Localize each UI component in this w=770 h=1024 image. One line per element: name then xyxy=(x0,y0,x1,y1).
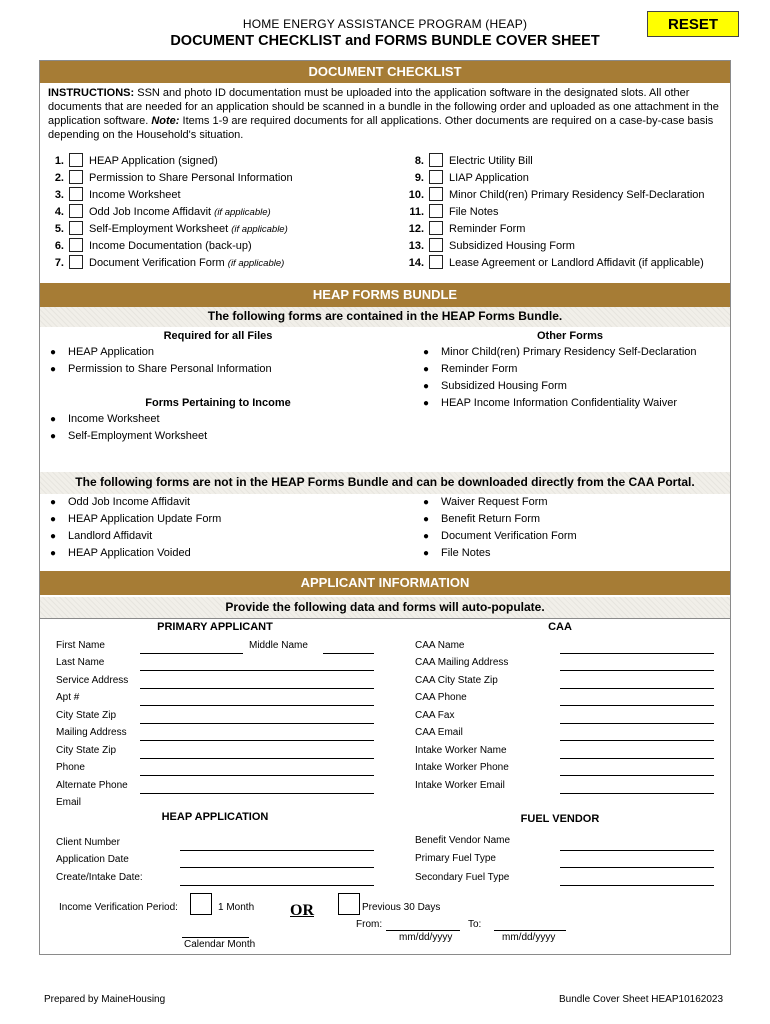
note-label: Note: xyxy=(151,115,180,127)
email-label: Email xyxy=(56,797,82,808)
caa-fax-field[interactable] xyxy=(560,723,714,724)
list-item: ● Income Worksheet xyxy=(50,413,160,425)
item-label: HEAP Application (signed) xyxy=(89,155,218,167)
client-number-field[interactable] xyxy=(180,850,374,851)
mailing-address-label: Mailing Address xyxy=(56,727,127,738)
mailing-city-state-zip-field[interactable] xyxy=(140,758,374,759)
last-name-label: Last Name xyxy=(56,657,105,668)
caa-mailing-address-field[interactable] xyxy=(560,670,714,671)
list-item: ● HEAP Application Update Form xyxy=(50,513,222,525)
from-date-format: mm/dd/yyyy xyxy=(399,932,453,943)
checklist-left-column xyxy=(38,153,358,272)
item-number: 3. xyxy=(54,189,64,201)
list-item-label: HEAP Application xyxy=(68,346,155,358)
to-date-format: mm/dd/yyyy xyxy=(502,932,556,943)
intake-worker-email-label: Intake Worker Email xyxy=(415,780,505,791)
income-forms-list xyxy=(50,413,390,447)
previous-30-days-checkbox[interactable] xyxy=(338,893,360,915)
caa-phone-field[interactable] xyxy=(560,705,714,706)
item-label: Electric Utility Bill xyxy=(449,155,533,167)
checklist-item xyxy=(38,221,358,238)
caa-city-state-zip-label: CAA City State Zip xyxy=(415,675,498,686)
caa-email-label: CAA Email xyxy=(415,727,463,738)
checkbox[interactable] xyxy=(69,170,83,184)
to-label: To: xyxy=(468,919,482,930)
applicant-info-band: APPLICANT INFORMATION xyxy=(40,571,730,595)
last-name-field[interactable] xyxy=(140,670,374,671)
apt-label: Apt # xyxy=(56,692,80,703)
caa-city-state-zip-field[interactable] xyxy=(560,688,714,689)
caa-email-field[interactable] xyxy=(560,740,714,741)
instructions-text: SSN and photo ID documentation must be uploaded into the application software in the designated slots. All other documents that are needed for an application should be scanned in a bundle in the following order and uploaded as one attachment in the application software. xyxy=(48,87,719,127)
checklist-item xyxy=(398,153,728,170)
program-title: HOME ENERGY ASSISTANCE PROGRAM (HEAP) xyxy=(242,17,528,31)
list-item: ● Landlord Affidavit xyxy=(50,530,153,542)
item-number: 1. xyxy=(54,155,64,167)
checklist-item xyxy=(38,204,358,221)
list-item-label: Document Verification Form xyxy=(441,530,577,542)
caa-mailing-address-label: CAA Mailing Address xyxy=(415,657,509,668)
page-title: DOCUMENT CHECKLIST and FORMS BUNDLE COVER SHEET xyxy=(170,33,600,49)
list-item: ● Reminder Form xyxy=(423,363,518,375)
list-item: ● Minor Child(ren) Primary Residency Self-Declaration xyxy=(423,346,697,358)
middle-name-field[interactable] xyxy=(323,653,374,654)
forms-bundle-band: HEAP FORMS BUNDLE xyxy=(40,283,730,307)
item-number: 13. xyxy=(408,240,424,252)
caa-fax-label: CAA Fax xyxy=(415,710,455,721)
checkbox[interactable] xyxy=(429,255,443,269)
heap-application-heading: HEAP APPLICATION xyxy=(161,811,269,823)
checklist-item xyxy=(38,170,358,187)
item-number: 2. xyxy=(54,172,64,184)
caa-name-field[interactable] xyxy=(560,653,714,654)
list-item-label: Permission to Share Personal Information xyxy=(68,363,272,375)
list-item: ● HEAP Income Information Confidentiality Waiver xyxy=(423,397,677,409)
checkbox[interactable] xyxy=(69,204,83,218)
item-label: Permission to Share Personal Information xyxy=(89,172,293,184)
phone-label: Phone xyxy=(56,762,85,773)
first-name-label: First Name xyxy=(56,640,105,651)
checkbox[interactable] xyxy=(429,170,443,184)
required-heading: Required for all Files xyxy=(163,330,273,342)
not-in-bundle-title: The following forms are not in the HEAP Forms Bundle and can be downloaded directly from the CAA Portal. xyxy=(40,472,730,494)
list-item-label: HEAP Income Information Confidentiality Waiver xyxy=(441,397,677,409)
list-item-label: File Notes xyxy=(441,547,491,559)
service-address-field[interactable] xyxy=(140,688,374,689)
calendar-month-field[interactable] xyxy=(182,937,249,938)
item-number: 5. xyxy=(54,223,64,235)
one-month-label: 1 Month xyxy=(218,902,255,913)
phone-field[interactable] xyxy=(140,775,374,776)
middle-name-label: Middle Name xyxy=(249,640,308,651)
intake-worker-email-field[interactable] xyxy=(560,793,714,794)
application-date-label: Application Date xyxy=(56,854,129,865)
reset-button[interactable]: RESET xyxy=(647,11,739,37)
income-period-label: Income Verification Period: xyxy=(59,902,178,913)
list-item-label: Odd Job Income Affidavit xyxy=(68,496,191,508)
checklist-item xyxy=(398,187,728,204)
primary-fuel-type-label: Primary Fuel Type xyxy=(415,853,496,864)
list-item: ● HEAP Application Voided xyxy=(50,547,191,559)
not-in-bundle-right xyxy=(423,496,728,564)
checkbox[interactable] xyxy=(429,187,443,201)
mailing-city-state-zip-label: City State Zip xyxy=(56,745,117,756)
list-item-label: Waiver Request Form xyxy=(441,496,548,508)
list-item: ● Self-Employment Worksheet xyxy=(50,430,208,442)
first-name-field[interactable] xyxy=(140,653,243,654)
intake-worker-phone-field[interactable] xyxy=(560,775,714,776)
intake-worker-phone-label: Intake Worker Phone xyxy=(415,762,509,773)
item-number: 9. xyxy=(414,172,424,184)
checkbox[interactable] xyxy=(69,221,83,235)
create-intake-date-field[interactable] xyxy=(180,885,374,886)
applicant-subtitle: Provide the following data and forms will auto-populate. xyxy=(40,597,730,618)
city-state-zip-field[interactable] xyxy=(140,723,374,724)
checkbox[interactable] xyxy=(69,255,83,269)
caa-heading: CAA xyxy=(548,621,572,633)
item-number: 12. xyxy=(408,223,424,235)
checklist-item xyxy=(38,187,358,204)
item-label: Lease Agreement or Landlord Affidavit (if applicable) xyxy=(449,257,704,269)
list-item-label: HEAP Application Voided xyxy=(68,547,191,559)
alternate-phone-field[interactable] xyxy=(140,793,374,794)
item-number: 8. xyxy=(414,155,424,167)
secondary-fuel-type-label: Secondary Fuel Type xyxy=(415,872,510,883)
caa-phone-label: CAA Phone xyxy=(415,692,467,703)
item-number: 11. xyxy=(409,206,424,218)
item-label: Odd Job Income Affidavit xyxy=(89,206,215,218)
create-intake-date-label: Create/Intake Date: xyxy=(56,872,143,883)
checklist-item xyxy=(398,238,728,255)
item-label: Subsidized Housing Form xyxy=(449,240,575,252)
from-label: From: xyxy=(356,919,383,930)
list-item-label: HEAP Application Update Form xyxy=(68,513,222,525)
benefit-vendor-name-label: Benefit Vendor Name xyxy=(415,835,511,846)
checkbox[interactable] xyxy=(429,221,443,235)
list-item-label: Income Worksheet xyxy=(68,413,160,425)
primary-applicant-heading: PRIMARY APPLICANT xyxy=(157,621,273,633)
checkbox[interactable] xyxy=(69,238,83,252)
checklist-item xyxy=(398,204,728,221)
item-label: Self-Employment Worksheet xyxy=(89,223,232,235)
item-label: Document Verification Form xyxy=(89,257,228,269)
footer-prepared-by: Prepared by MaineHousing xyxy=(44,994,166,1005)
fuel-vendor-heading: FUEL VENDOR xyxy=(520,813,600,825)
checklist-item xyxy=(398,221,728,238)
item-number: 14. xyxy=(408,257,424,269)
list-item: ● Permission to Share Personal Information xyxy=(50,363,272,375)
list-item: ● Subsidized Housing Form xyxy=(423,380,567,392)
intake-worker-name-field[interactable] xyxy=(560,758,714,759)
list-item-label: Reminder Form xyxy=(441,363,518,375)
not-in-bundle-left xyxy=(50,496,390,564)
benefit-vendor-name-field[interactable] xyxy=(560,850,714,851)
checklist-right-column xyxy=(398,153,728,272)
checklist-item xyxy=(38,238,358,255)
bundle-subtitle: The following forms are contained in the HEAP Forms Bundle. xyxy=(40,307,730,327)
alternate-phone-label: Alternate Phone xyxy=(56,780,128,791)
checkbox[interactable] xyxy=(429,153,443,167)
checklist-item xyxy=(38,153,358,170)
one-month-checkbox[interactable] xyxy=(190,893,212,915)
item-number: 6. xyxy=(54,240,64,252)
application-date-field[interactable] xyxy=(180,867,374,868)
item-number: 10. xyxy=(408,189,424,201)
primary-fuel-type-field[interactable] xyxy=(560,867,714,868)
other-forms-list xyxy=(423,346,728,414)
item-label: File Notes xyxy=(449,206,499,218)
instructions-label: INSTRUCTIONS: xyxy=(48,87,135,99)
or-label: OR xyxy=(290,902,314,919)
item-label: Income Worksheet xyxy=(89,189,181,201)
caa-name-label: CAA Name xyxy=(415,640,465,651)
item-label: Reminder Form xyxy=(449,223,526,235)
list-item-label: Landlord Affidavit xyxy=(68,530,153,542)
mailing-address-field[interactable] xyxy=(140,740,374,741)
checklist-item xyxy=(38,255,358,272)
calendar-month-label: Calendar Month xyxy=(184,939,256,950)
required-list xyxy=(50,346,390,380)
note-text: Items 1-9 are required documents for all applications. Other documents are required on a case-by-case basis depending on the Household's situation. xyxy=(48,115,714,141)
list-item-label: Benefit Return Form xyxy=(441,513,541,525)
list-item: ● Odd Job Income Affidavit xyxy=(50,496,191,508)
client-number-label: Client Number xyxy=(56,837,120,848)
item-note: (if applicable) xyxy=(227,258,285,269)
item-number: 4. xyxy=(54,206,64,218)
from-date-field[interactable] xyxy=(386,930,460,931)
previous-30-days-label: Previous 30 Days xyxy=(362,902,441,913)
checkbox[interactable] xyxy=(69,153,83,167)
list-item: ● Waiver Request Form xyxy=(423,496,548,508)
footer-form-id: Bundle Cover Sheet HEAP10162023 xyxy=(559,994,724,1005)
service-address-label: Service Address xyxy=(56,675,129,686)
list-item-label: Minor Child(ren) Primary Residency Self-Declaration xyxy=(441,346,697,358)
apt-field[interactable] xyxy=(140,705,374,706)
secondary-fuel-type-field[interactable] xyxy=(560,885,714,886)
document-checklist-band: DOCUMENT CHECKLIST xyxy=(40,61,730,83)
item-note: (if applicable) xyxy=(214,207,271,218)
to-date-field[interactable] xyxy=(494,930,566,931)
checkbox[interactable] xyxy=(69,187,83,201)
list-item: ● Benefit Return Form xyxy=(423,513,541,525)
list-item: ● Document Verification Form xyxy=(423,530,577,542)
instructions xyxy=(48,86,724,142)
checkbox[interactable] xyxy=(429,238,443,252)
list-item-label: Subsidized Housing Form xyxy=(441,380,567,392)
item-label: Minor Child(ren) Primary Residency Self-Declaration xyxy=(449,189,705,201)
checklist-item xyxy=(398,170,728,187)
item-label: Income Documentation (back-up) xyxy=(89,240,252,252)
list-item: ● File Notes xyxy=(423,547,491,559)
city-state-zip-label: City State Zip xyxy=(56,710,117,721)
checkbox[interactable] xyxy=(429,204,443,218)
income-forms-heading: Forms Pertaining to Income xyxy=(145,397,291,409)
intake-worker-name-label: Intake Worker Name xyxy=(415,745,507,756)
item-number: 7. xyxy=(54,257,64,269)
checklist-item xyxy=(398,255,728,272)
item-note: (if applicable) xyxy=(231,224,288,235)
item-label: LIAP Application xyxy=(449,172,529,184)
list-item-label: Self-Employment Worksheet xyxy=(68,430,208,442)
list-item: ● HEAP Application xyxy=(50,346,155,358)
other-forms-heading: Other Forms xyxy=(536,330,603,342)
divider xyxy=(40,618,730,619)
